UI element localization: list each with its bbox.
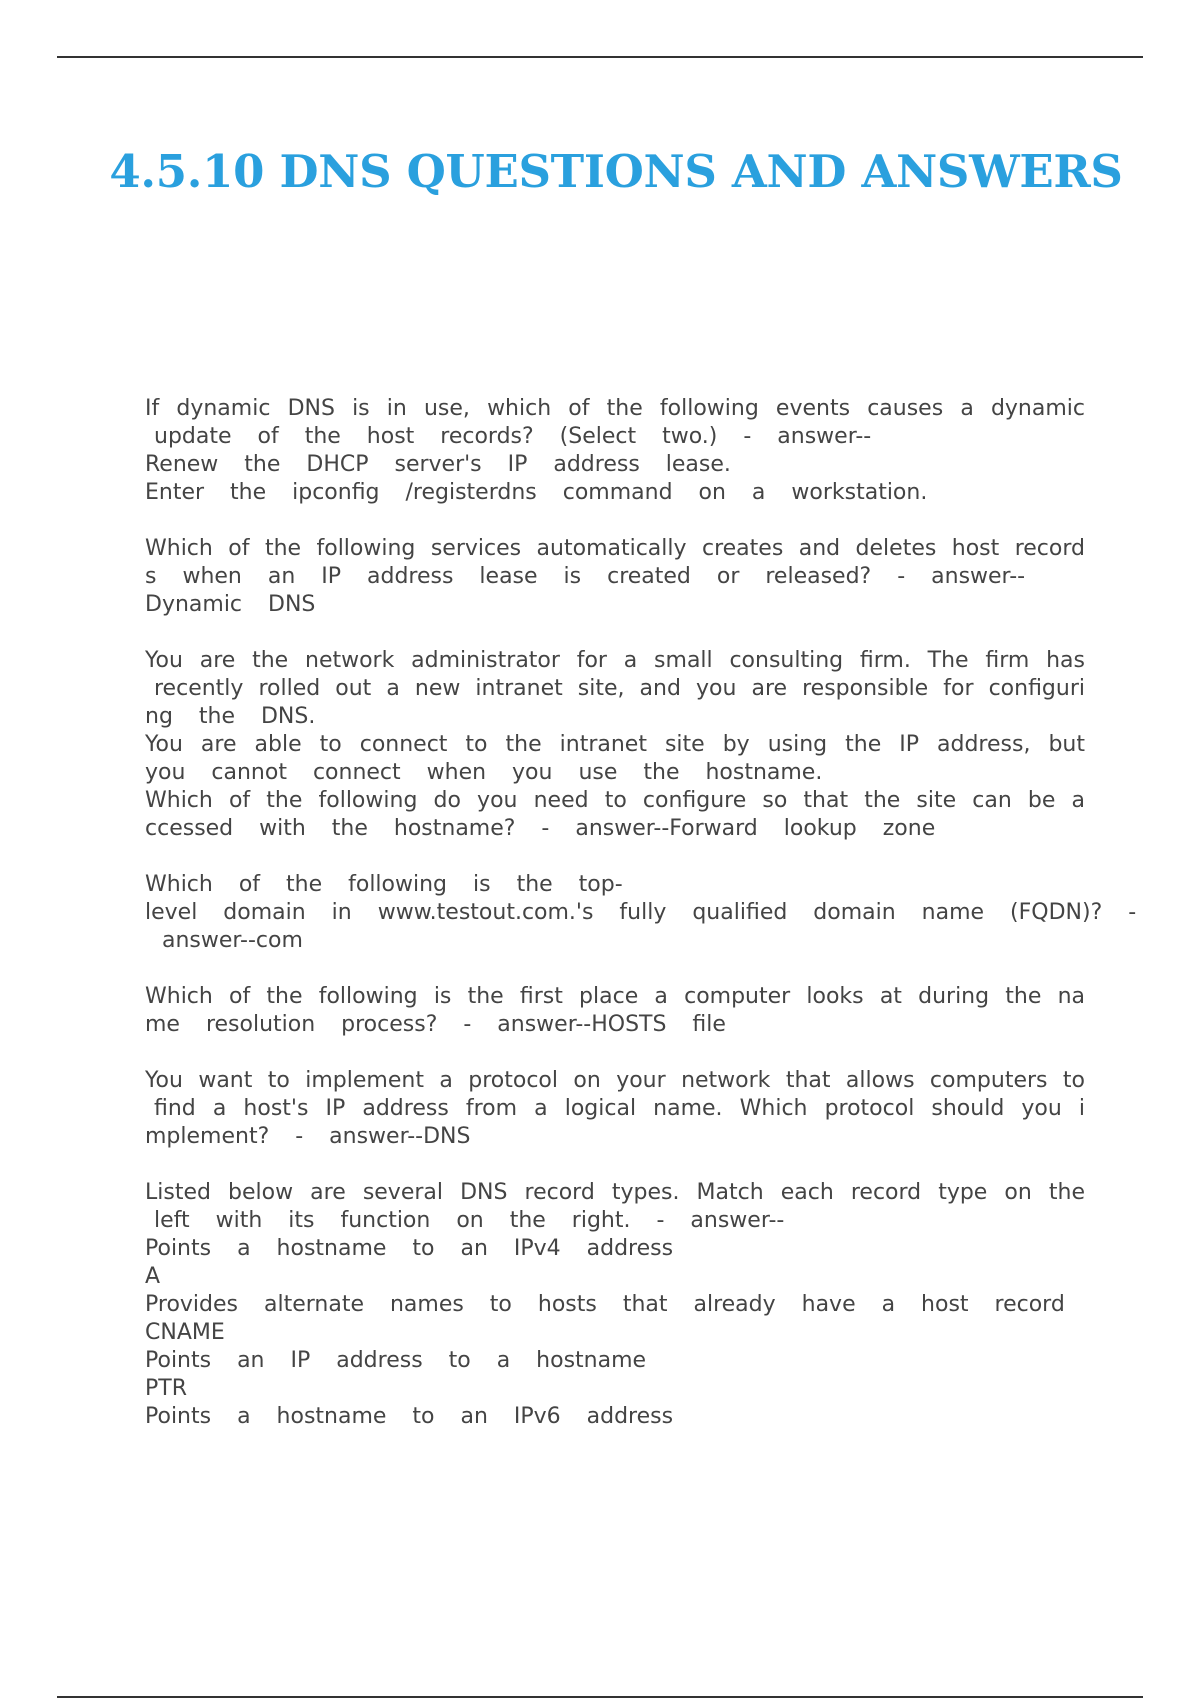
paragraph-gap [145,507,1085,535]
text-line: mplement? - answer--DNS [145,1124,471,1149]
text-line: s when an IP address lease is created or released? - answer-- [145,564,1026,589]
text-line: recently rolled out a new intranet site, and you are responsible for configuri [154,676,1085,701]
text-line: Which of the following services automatically creates and deletes host record [145,536,1085,561]
document-title: 4.5.10 DNS QUESTIONS AND ANSWERS [109,145,1123,198]
text-line: Renew the DHCP server's IP address lease. [145,452,731,477]
bottom-rule [57,1696,1143,1698]
text-line: Points a hostname to an IPv4 address [145,1236,674,1261]
text-line: Which of the following is the top- [145,872,623,897]
text-line: find a host's IP address from a logical name. Which protocol should you i [154,1096,1085,1121]
text-line: You are the network administrator for a small consulting firm. The firm has [145,648,1085,673]
text-line: you cannot connect when you use the hostname. [145,760,823,785]
text-line: update of the host records? (Select two.) - answer-- [154,424,872,449]
paragraph-gap [145,619,1085,647]
document-body [145,395,1137,1431]
paragraph-gap [145,1151,1085,1179]
text-line: CNAME [145,1320,225,1345]
text-line: Provides alternate names to hosts that already have a host record [145,1292,1065,1317]
text-line: answer--com [162,928,303,953]
text-line: ng the DNS. [145,704,316,729]
paragraph-gap [145,843,1085,871]
text-line: You are able to connect to the intranet site by using the IP address, but [145,732,1085,757]
text-line: level domain in www.testout.com.'s fully qualified domain name (FQDN)? - [145,900,1137,925]
paragraph-gap [145,955,1085,983]
text-line: Points a hostname to an IPv6 address [145,1404,674,1429]
top-rule [57,56,1143,58]
text-line: Points an IP address to a hostname [145,1348,647,1373]
text-line: A [145,1264,161,1289]
text-line: Which of the following do you need to configure so that the site can be a [145,788,1085,813]
text-line: Which of the following is the first place a computer looks at during the na [145,984,1085,1009]
text-line: Enter the ipconfig /registerdns command on a workstation. [145,480,928,505]
text-line: PTR [145,1376,187,1401]
paragraph-gap [145,1039,1085,1067]
text-line: If dynamic DNS is in use, which of the following events causes a dynamic [145,396,1085,421]
text-line: Listed below are several DNS record types. Match each record type on the [145,1180,1085,1205]
text-line: left with its function on the right. - answer-- [154,1208,785,1233]
text-line: Dynamic DNS [145,592,316,617]
text-line: me resolution process? - answer--HOSTS file [145,1012,726,1037]
text-line: You want to implement a protocol on your network that allows computers to [145,1068,1085,1093]
text-line: ccessed with the hostname? - answer--Forward lookup zone [145,816,936,841]
